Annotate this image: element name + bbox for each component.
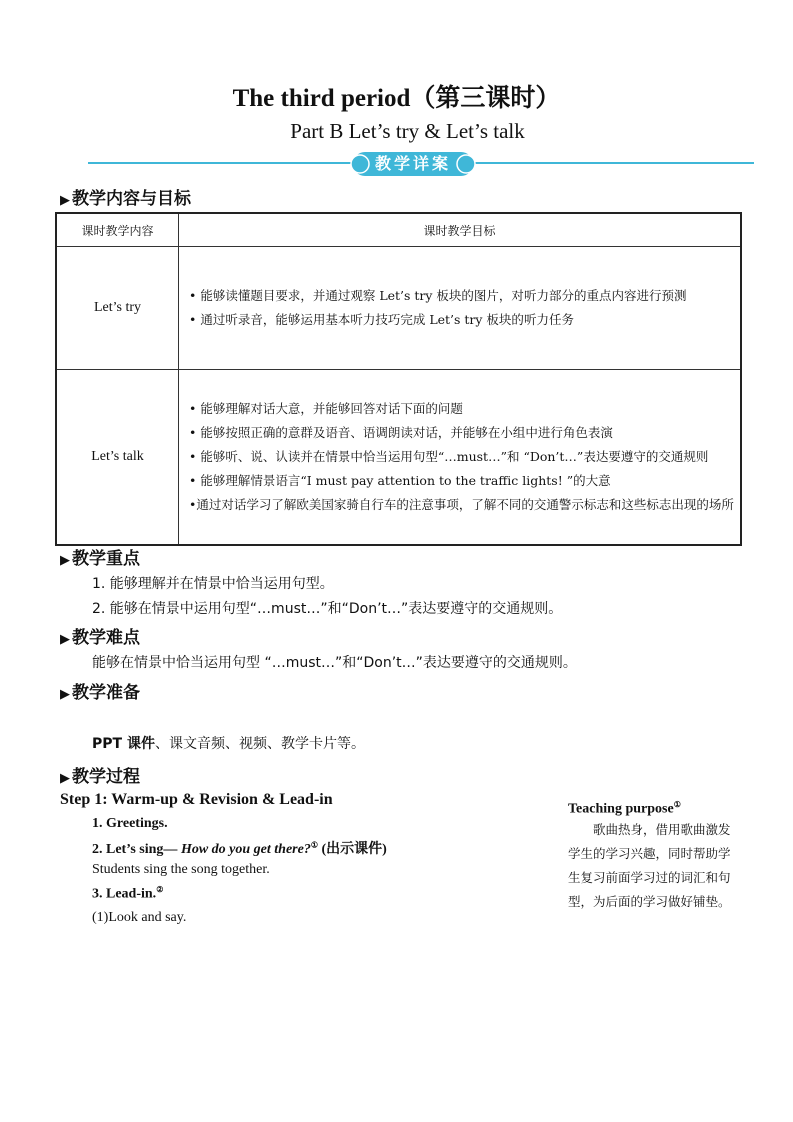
triangle-icon: ▶ xyxy=(60,632,70,647)
step-item: 3. Lead-in.② xyxy=(92,885,164,902)
section-heading-key-points: ▶ 教学重点 xyxy=(60,549,140,569)
table-cell-goals xyxy=(179,370,742,545)
triangle-icon: ▶ xyxy=(60,193,70,208)
goal-item: • 能够按照正确的意群及语音、语调朗读对话，并能够在小组中进行角色表演 xyxy=(189,424,613,440)
section-heading-difficulties: ▶ 教学难点 xyxy=(60,628,140,648)
section-heading-process: ▶ 教学过程 xyxy=(60,767,140,787)
step-heading: Step 1: Warm-up & Revision & Lead-in xyxy=(60,791,333,808)
sidebar-body: 歌曲热身，借用歌曲激发学生的学习兴趣，同时帮助学生复习前面学习过的词汇和句型，为后面的学习做好铺垫。 xyxy=(568,821,731,909)
table-cell-goals xyxy=(179,247,742,370)
goal-item: • 能够理解对话大意，并能够回答对话下面的问题 xyxy=(189,400,463,416)
step-item: 2. Let’s sing— How do you get there?① (出示课件) xyxy=(92,840,387,857)
triangle-icon: ▶ xyxy=(60,771,70,786)
page-title: The third period（第三课时） xyxy=(232,85,561,112)
section-heading-preparation: ▶ 教学准备 xyxy=(60,683,140,703)
difficulty-text: 能够在情景中恰当运用句型 “…must…”和“Don’t…”表达要遵守的交通规则。 xyxy=(92,655,577,671)
sidebar-title: Teaching purpose① xyxy=(568,800,681,817)
key-point-item: 1. 能够理解并在情景中恰当运用句型。 xyxy=(92,576,334,592)
triangle-icon: ▶ xyxy=(60,687,70,702)
goal-item: • 能够读懂题目要求，并通过观察 Let’s try 板块的图片，对听力部分的重点内容进行预测 xyxy=(189,288,687,303)
teaching-purpose-sidebar xyxy=(568,800,740,914)
preparation-text: PPT 课件、课文音频、视频、教学卡片等。 xyxy=(92,736,365,752)
table-header-cell: 课时教学目标 xyxy=(179,213,742,247)
table-cell-content: Let’s talk xyxy=(56,370,179,545)
table-cell-content: Let’s try xyxy=(56,247,179,370)
goal-item: • 能够听、说、认读并在情景中恰当运用句型“…must…”和 “Don’t…”表达要遵守的交通规则 xyxy=(189,448,709,464)
banner-label: 教学详案 xyxy=(374,154,451,173)
table-row xyxy=(56,247,741,370)
goal-item: • 能够理解情景语言“I must pay attention to the traffic lights! ”的大意 xyxy=(189,472,611,488)
key-point-item: 2. 能够在情景中运用句型“…must…”和“Don’t…”表达要遵守的交通规则。 xyxy=(92,601,563,617)
triangle-icon: ▶ xyxy=(60,553,70,568)
section-heading-content-goals: ▶ 教学内容与目标 xyxy=(60,189,191,209)
step-item: 1. Greetings. xyxy=(92,816,168,831)
goal-item: •通过对话学习了解欧美国家骑自行车的注意事项，了解不同的交通警示标志和这些标志出现的场所 xyxy=(189,496,734,512)
objectives-table xyxy=(55,212,742,546)
table-row xyxy=(56,370,741,545)
step-item-text: (1)Look and say. xyxy=(92,910,187,925)
goal-item: • 通过听录音，能够运用基本听力技巧完成 Let’s try 板块的听力任务 xyxy=(189,312,574,327)
step-item-text: Students sing the song together. xyxy=(92,862,270,877)
page-subtitle: Part B Let’s try & Let’s talk xyxy=(290,119,525,143)
table-header-cell: 课时教学内容 xyxy=(56,213,179,247)
table-header-row xyxy=(56,213,741,247)
